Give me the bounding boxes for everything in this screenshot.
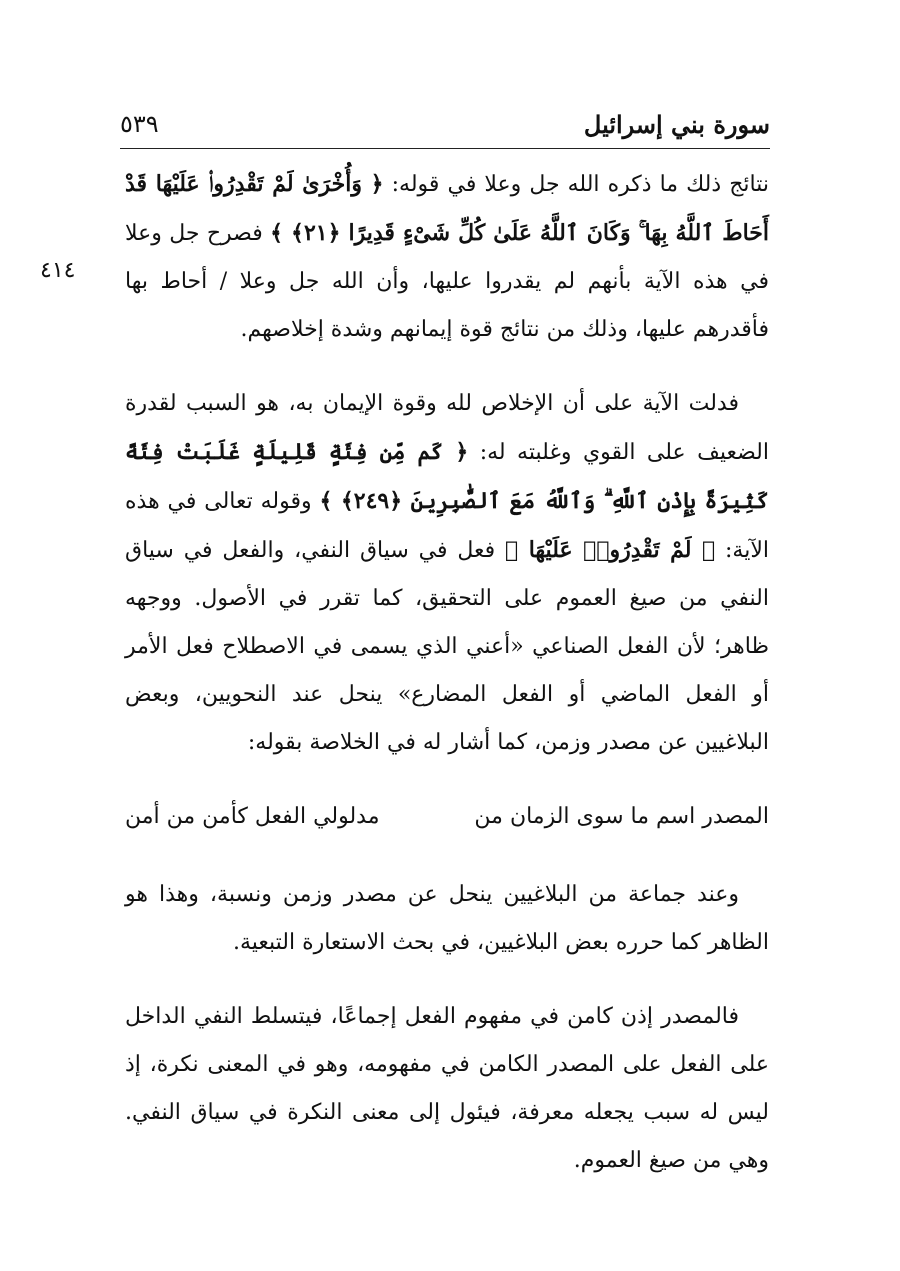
poetry-verse bbox=[125, 793, 769, 841]
quran-quote-1: ﴿ وَأُخْرَىٰ لَمْ تَقْدِرُوا۟ عَلَيْهَا قَدْ أَحَاطَ ٱللَّهُ بِهَا ۚ وَكَانَ ٱللَّهُ عَلَىٰ كُلِّ شَىْءٍ قَدِيرًا ﴿٢١﴾ ﴾ bbox=[125, 171, 769, 246]
verse-first-hemistich: المصدر اسم ما سوى الزمان من bbox=[474, 804, 769, 829]
paragraph-2 bbox=[125, 380, 769, 767]
verse-second-hemistich: مدلولي الفعل كأمن من أمن bbox=[125, 804, 380, 829]
page-header bbox=[120, 108, 770, 149]
page-number: ٥٣٩ bbox=[120, 110, 159, 138]
margin-reference-number: ٤١٤ bbox=[40, 258, 76, 283]
paragraph-1 bbox=[125, 160, 769, 354]
paragraph-2-text-c: فعل في سياق النفي، والفعل في سياق النفي من صيغ العموم على التحقيق، كما تقرر في الأصول. ووجهه ظاهر؛ لأن الفعل الصناعي «أعني الذي يسمى في الاصطلاح فعل الأمر أو الفعل الماضي أو الفعل المضارع» ينحل عند النحويين، وبعض البلاغيين عن مصدر وزمن، كما أشار له في الخلاصة بقوله: bbox=[125, 538, 769, 755]
quran-quote-3: ﴿ لَمْ تَقْدِرُوا۟ عَلَيْهَا ﴾ bbox=[505, 537, 716, 563]
paragraph-2-text-b: وقوله تعالى في هذه الآية: bbox=[125, 489, 769, 563]
paragraph-2-text-a: فدلت الآية على أن الإخلاص لله وقوة الإيمان به، هو السبب لقدرة الضعيف على القوي وغلبته له: bbox=[125, 391, 769, 465]
quran-quote-2: ﴿ كَم مِّن فِئَةٍ قَلِيلَةٍ غَلَبَتْ فِئَةً كَثِيرَةً بِإِذْنِ ٱللَّهِ ۗ وَٱللَّهُ مَعَ ٱلصَّٰبِرِينَ ﴿٢٤٩﴾ ﴾ bbox=[125, 439, 769, 514]
paragraph-1-text-a: نتائج ذلك ما ذكره الله جل وعلا في قوله: bbox=[383, 172, 769, 197]
paragraph-3: وعند جماعة من البلاغيين ينحل عن مصدر وزمن ونسبة، وهذا هو الظاهر كما حرره بعض البلاغيين، في بحث الاستعارة التبعية. bbox=[125, 882, 769, 955]
paragraph-1-text-b: فصرح جل وعلا في هذه الآية بأنهم لم يقدروا عليها، وأن الله جل وعلا / أحاط بها فأقدرهم عليها، وذلك من نتائج قوة إيمانهم وشدة إخلاصهم. bbox=[125, 221, 769, 342]
running-title: سورة بني إسرائيل bbox=[583, 110, 770, 139]
main-text bbox=[125, 160, 769, 1211]
paragraph-4: فالمصدر إذن كامن في مفهوم الفعل إجماعًا، فيتسلط النفي الداخل على الفعل على المصدر الكامن في مفهومه، وهو في المعنى نكرة، إذ ليس له سبب يجعله معرفة، فيئول إلى معنى النكرة في سياق النفي. وهي من صيغ العموم. bbox=[125, 1004, 769, 1173]
